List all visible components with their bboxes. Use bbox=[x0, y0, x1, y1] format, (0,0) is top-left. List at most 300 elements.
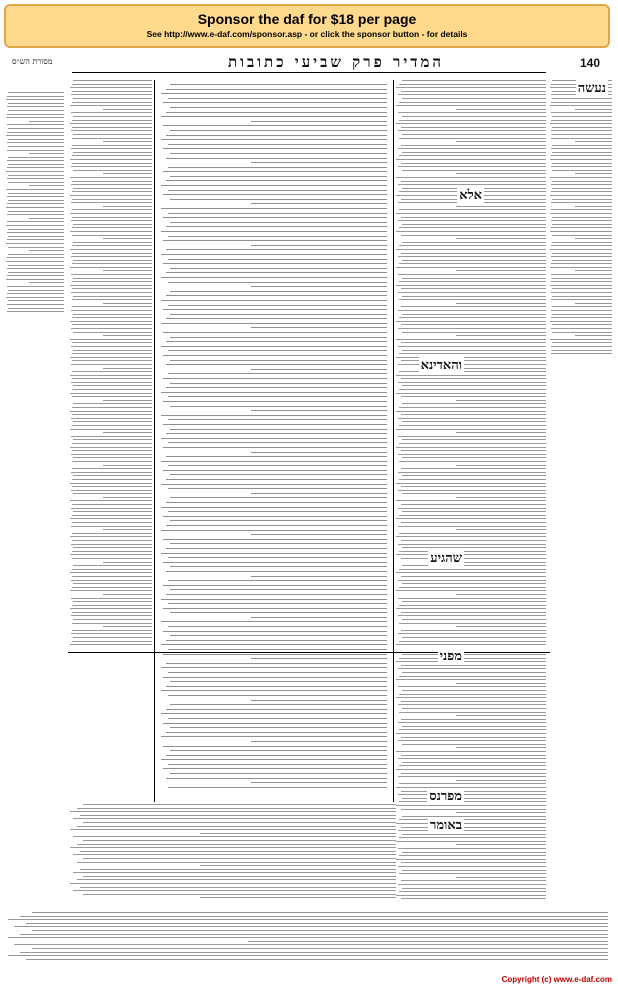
text-line bbox=[396, 500, 546, 501]
text-line bbox=[163, 401, 387, 402]
text-line bbox=[168, 259, 387, 260]
text-line bbox=[70, 213, 152, 214]
text-line bbox=[170, 153, 387, 154]
text-line bbox=[399, 729, 546, 730]
text-line bbox=[103, 141, 152, 142]
text-line bbox=[251, 617, 387, 618]
text-line bbox=[77, 879, 396, 880]
text-line bbox=[398, 454, 547, 455]
text-line bbox=[72, 353, 152, 354]
text-line bbox=[200, 865, 396, 866]
text-line bbox=[402, 98, 546, 99]
text-line bbox=[6, 279, 64, 280]
text-line bbox=[552, 98, 612, 99]
text-line bbox=[72, 253, 152, 254]
text-line bbox=[396, 87, 546, 88]
text-line bbox=[396, 249, 546, 250]
text-line bbox=[163, 654, 387, 655]
text-line bbox=[398, 166, 547, 167]
text-line bbox=[401, 665, 547, 666]
text-line bbox=[8, 164, 64, 165]
text-line bbox=[550, 321, 612, 322]
text-line bbox=[103, 238, 152, 239]
text-line bbox=[396, 554, 546, 555]
text-line bbox=[7, 124, 64, 125]
text-line bbox=[396, 393, 546, 394]
text-line bbox=[8, 247, 64, 248]
text-line bbox=[8, 955, 608, 956]
text-line bbox=[166, 180, 387, 181]
text-line bbox=[550, 159, 612, 160]
text-line bbox=[551, 138, 612, 139]
text-line bbox=[6, 99, 64, 100]
text-line bbox=[552, 181, 612, 182]
text-line bbox=[7, 160, 64, 161]
text-line bbox=[83, 858, 396, 859]
text-line bbox=[575, 173, 612, 174]
chapter-note: מסורת הש״ס bbox=[12, 57, 53, 66]
text-line bbox=[7, 142, 64, 143]
text-line bbox=[168, 282, 387, 283]
text-line bbox=[168, 305, 387, 306]
text-line bbox=[73, 98, 152, 99]
text-line bbox=[456, 812, 546, 813]
text-line bbox=[161, 300, 387, 301]
text-line bbox=[163, 447, 387, 448]
text-line bbox=[399, 765, 546, 766]
text-line bbox=[401, 522, 547, 523]
text-line bbox=[71, 166, 152, 167]
tosafot-commentary bbox=[70, 80, 152, 650]
text-line bbox=[163, 562, 387, 563]
text-line bbox=[168, 718, 387, 719]
text-line bbox=[163, 125, 387, 126]
text-line bbox=[552, 152, 612, 153]
text-line bbox=[396, 177, 546, 178]
text-line bbox=[399, 641, 546, 642]
text-line bbox=[402, 708, 546, 709]
text-line bbox=[166, 364, 387, 365]
text-line bbox=[80, 851, 396, 852]
text-line bbox=[402, 403, 546, 404]
text-line bbox=[8, 236, 64, 237]
text-line bbox=[103, 562, 152, 563]
text-line bbox=[170, 176, 387, 177]
text-line bbox=[166, 732, 387, 733]
text-line bbox=[551, 274, 612, 275]
text-line bbox=[396, 608, 546, 609]
text-line bbox=[399, 605, 546, 606]
text-line bbox=[72, 522, 152, 523]
text-line bbox=[251, 576, 387, 577]
text-line bbox=[166, 158, 387, 159]
text-line bbox=[551, 292, 612, 293]
text-line bbox=[399, 299, 546, 300]
text-line bbox=[396, 823, 546, 824]
text-line bbox=[70, 249, 152, 250]
text-line bbox=[72, 414, 152, 415]
text-line bbox=[73, 170, 152, 171]
text-line bbox=[551, 120, 612, 121]
text-line bbox=[401, 540, 547, 541]
text-line bbox=[73, 872, 396, 873]
text-line bbox=[72, 191, 152, 192]
text-line bbox=[399, 694, 546, 695]
text-line bbox=[552, 163, 612, 164]
text-line bbox=[70, 375, 152, 376]
text-line bbox=[170, 383, 387, 384]
text-line bbox=[402, 834, 546, 835]
text-line bbox=[163, 424, 387, 425]
text-line bbox=[399, 353, 546, 354]
text-line bbox=[83, 804, 396, 805]
text-line bbox=[402, 260, 546, 261]
text-line bbox=[552, 145, 612, 146]
text-line bbox=[552, 324, 612, 325]
text-line bbox=[168, 98, 387, 99]
text-line bbox=[29, 250, 64, 251]
text-line bbox=[402, 672, 546, 673]
text-line bbox=[550, 177, 612, 178]
text-line bbox=[402, 80, 546, 81]
text-line bbox=[103, 626, 152, 627]
text-line bbox=[168, 672, 387, 673]
text-line bbox=[399, 873, 546, 874]
text-line bbox=[73, 350, 152, 351]
text-line bbox=[399, 837, 546, 838]
text-line bbox=[71, 112, 152, 113]
text-line bbox=[401, 450, 547, 451]
text-line bbox=[72, 587, 152, 588]
text-line bbox=[396, 572, 546, 573]
text-line bbox=[72, 163, 152, 164]
text-line bbox=[29, 153, 64, 154]
text-line bbox=[72, 227, 152, 228]
text-line bbox=[6, 171, 64, 172]
text-line bbox=[72, 317, 152, 318]
text-line bbox=[161, 93, 387, 94]
text-line bbox=[398, 112, 547, 113]
text-line bbox=[170, 268, 387, 269]
text-line bbox=[73, 547, 152, 548]
text-line bbox=[551, 191, 612, 192]
text-line bbox=[398, 740, 547, 741]
text-line bbox=[77, 862, 396, 863]
text-line bbox=[401, 737, 547, 738]
text-line bbox=[170, 543, 387, 544]
text-line bbox=[402, 870, 546, 871]
text-line bbox=[166, 135, 387, 136]
text-line bbox=[166, 525, 387, 526]
text-line bbox=[456, 335, 546, 336]
text-line bbox=[251, 410, 387, 411]
text-line bbox=[251, 121, 387, 122]
text-line bbox=[550, 285, 612, 286]
text-line bbox=[161, 690, 387, 691]
text-line bbox=[251, 369, 387, 370]
text-line bbox=[71, 526, 152, 527]
text-line bbox=[396, 339, 546, 340]
text-line bbox=[402, 296, 546, 297]
text-line bbox=[7, 132, 64, 133]
text-line bbox=[70, 554, 152, 555]
text-line bbox=[552, 217, 612, 218]
opening-word-3: והאדינא bbox=[420, 358, 462, 373]
text-line bbox=[72, 138, 152, 139]
text-line bbox=[166, 663, 387, 664]
text-line bbox=[72, 389, 152, 390]
text-line bbox=[398, 490, 547, 491]
text-line bbox=[552, 224, 612, 225]
text-line bbox=[396, 679, 546, 680]
text-line bbox=[163, 309, 387, 310]
text-line bbox=[26, 959, 608, 960]
text-line bbox=[70, 883, 396, 884]
text-line bbox=[7, 167, 64, 168]
text-line bbox=[551, 263, 612, 264]
text-line bbox=[7, 311, 64, 312]
text-line bbox=[398, 668, 547, 669]
text-line bbox=[73, 493, 152, 494]
text-line bbox=[552, 127, 612, 128]
text-line bbox=[166, 249, 387, 250]
text-line bbox=[168, 442, 387, 443]
text-line bbox=[170, 773, 387, 774]
text-line bbox=[399, 461, 546, 462]
text-line bbox=[71, 328, 152, 329]
text-line bbox=[72, 641, 152, 642]
text-line bbox=[398, 436, 547, 437]
text-line bbox=[456, 238, 546, 239]
text-line bbox=[73, 403, 152, 404]
text-line bbox=[396, 697, 546, 698]
text-line bbox=[73, 439, 152, 440]
text-line bbox=[70, 87, 152, 88]
text-line bbox=[551, 220, 612, 221]
text-line bbox=[396, 518, 546, 519]
text-line bbox=[251, 162, 387, 163]
text-line bbox=[399, 855, 546, 856]
text-line bbox=[7, 114, 64, 115]
text-line bbox=[398, 544, 547, 545]
text-line bbox=[401, 755, 547, 756]
text-line bbox=[20, 916, 608, 917]
text-line bbox=[251, 700, 387, 701]
text-line bbox=[200, 833, 396, 834]
text-line bbox=[161, 507, 387, 508]
text-line bbox=[401, 91, 547, 92]
text-line bbox=[161, 667, 387, 668]
text-line bbox=[170, 704, 387, 705]
text-line bbox=[402, 762, 546, 763]
gemara-text bbox=[154, 80, 394, 802]
text-line bbox=[396, 805, 546, 806]
text-line bbox=[29, 121, 64, 122]
text-line bbox=[398, 615, 547, 616]
text-line bbox=[170, 429, 387, 430]
text-line bbox=[402, 637, 546, 638]
text-line bbox=[401, 145, 547, 146]
text-line bbox=[72, 263, 152, 264]
text-line bbox=[398, 328, 547, 329]
text-line bbox=[251, 658, 387, 659]
text-line bbox=[14, 944, 608, 945]
text-line bbox=[163, 355, 387, 356]
text-line bbox=[161, 346, 387, 347]
text-line bbox=[456, 270, 546, 271]
text-line bbox=[83, 894, 396, 895]
text-line bbox=[72, 155, 152, 156]
text-line bbox=[551, 245, 612, 246]
text-line bbox=[402, 654, 546, 655]
text-line bbox=[399, 658, 546, 659]
text-line bbox=[70, 339, 152, 340]
text-line bbox=[71, 615, 152, 616]
text-line bbox=[72, 540, 152, 541]
text-line bbox=[163, 332, 387, 333]
text-line bbox=[8, 182, 64, 183]
text-line bbox=[72, 533, 152, 534]
text-line bbox=[398, 633, 547, 634]
text-line bbox=[73, 818, 396, 819]
text-line bbox=[168, 511, 387, 512]
text-line bbox=[71, 490, 152, 491]
text-line bbox=[398, 130, 547, 131]
text-line bbox=[170, 727, 387, 728]
text-line bbox=[161, 208, 387, 209]
text-line bbox=[103, 303, 152, 304]
text-line bbox=[401, 880, 547, 881]
text-line bbox=[456, 497, 546, 498]
text-line bbox=[8, 265, 64, 266]
text-line bbox=[70, 321, 152, 322]
text-line bbox=[163, 516, 387, 517]
text-line bbox=[551, 202, 612, 203]
copyright-footer[interactable]: Copyright (c) www.e-daf.com bbox=[501, 975, 612, 984]
text-line bbox=[396, 751, 546, 752]
text-line bbox=[551, 317, 612, 318]
text-line bbox=[8, 146, 64, 147]
text-line bbox=[550, 249, 612, 250]
text-line bbox=[70, 429, 152, 430]
text-line bbox=[399, 263, 546, 264]
text-line bbox=[401, 630, 547, 631]
text-line bbox=[73, 511, 152, 512]
text-line bbox=[456, 141, 546, 142]
text-line bbox=[8, 211, 64, 212]
text-line bbox=[70, 483, 152, 484]
text-line bbox=[398, 722, 547, 723]
text-line bbox=[552, 242, 612, 243]
text-line bbox=[8, 229, 64, 230]
text-line bbox=[103, 109, 152, 110]
text-line bbox=[551, 184, 612, 185]
sponsor-banner[interactable] bbox=[4, 4, 610, 48]
text-line bbox=[72, 120, 152, 121]
text-line bbox=[401, 288, 547, 289]
text-line bbox=[163, 746, 387, 747]
text-line bbox=[70, 500, 152, 501]
text-line bbox=[456, 368, 546, 369]
text-line bbox=[398, 292, 547, 293]
text-line bbox=[401, 342, 547, 343]
text-line bbox=[251, 286, 387, 287]
text-line bbox=[72, 450, 152, 451]
text-line bbox=[401, 504, 547, 505]
text-line bbox=[575, 238, 612, 239]
text-line bbox=[402, 385, 546, 386]
text-line bbox=[399, 281, 546, 282]
text-line bbox=[396, 483, 546, 484]
text-line bbox=[399, 783, 546, 784]
text-line bbox=[399, 623, 546, 624]
lower-tosafot bbox=[70, 804, 396, 904]
text-line bbox=[70, 847, 396, 848]
text-line bbox=[456, 465, 546, 466]
text-line bbox=[29, 218, 64, 219]
footnote-commentary bbox=[8, 912, 608, 964]
text-line bbox=[551, 130, 612, 131]
text-line bbox=[163, 723, 387, 724]
text-line bbox=[166, 387, 387, 388]
text-line bbox=[168, 465, 387, 466]
text-line bbox=[73, 188, 152, 189]
text-line bbox=[8, 103, 64, 104]
text-line bbox=[396, 285, 546, 286]
text-line bbox=[456, 626, 546, 627]
text-line bbox=[70, 285, 152, 286]
text-line bbox=[399, 569, 546, 570]
text-line bbox=[170, 497, 387, 498]
text-line bbox=[251, 245, 387, 246]
text-line bbox=[71, 274, 152, 275]
text-line bbox=[8, 308, 64, 309]
text-line bbox=[170, 84, 387, 85]
text-line bbox=[8, 937, 608, 938]
text-line bbox=[168, 580, 387, 581]
text-line bbox=[166, 89, 387, 90]
text-line bbox=[170, 612, 387, 613]
text-line bbox=[6, 297, 64, 298]
text-line bbox=[8, 139, 64, 140]
text-line bbox=[73, 890, 396, 891]
text-line bbox=[7, 221, 64, 222]
text-line bbox=[396, 231, 546, 232]
text-line bbox=[552, 188, 612, 189]
text-line bbox=[399, 317, 546, 318]
text-line bbox=[401, 396, 547, 397]
text-line bbox=[8, 300, 64, 301]
text-line bbox=[166, 571, 387, 572]
text-line bbox=[456, 303, 546, 304]
text-line bbox=[401, 217, 547, 218]
text-line bbox=[71, 454, 152, 455]
text-line bbox=[552, 350, 612, 351]
text-line bbox=[401, 862, 547, 863]
text-line bbox=[398, 776, 547, 777]
text-line bbox=[103, 173, 152, 174]
text-line bbox=[401, 827, 547, 828]
text-line bbox=[396, 733, 546, 734]
text-line bbox=[168, 167, 387, 168]
text-line bbox=[72, 558, 152, 559]
text-line bbox=[72, 306, 152, 307]
text-line bbox=[168, 695, 387, 696]
text-line bbox=[396, 536, 546, 537]
text-line bbox=[166, 479, 387, 480]
text-line bbox=[398, 148, 547, 149]
text-line bbox=[71, 598, 152, 599]
